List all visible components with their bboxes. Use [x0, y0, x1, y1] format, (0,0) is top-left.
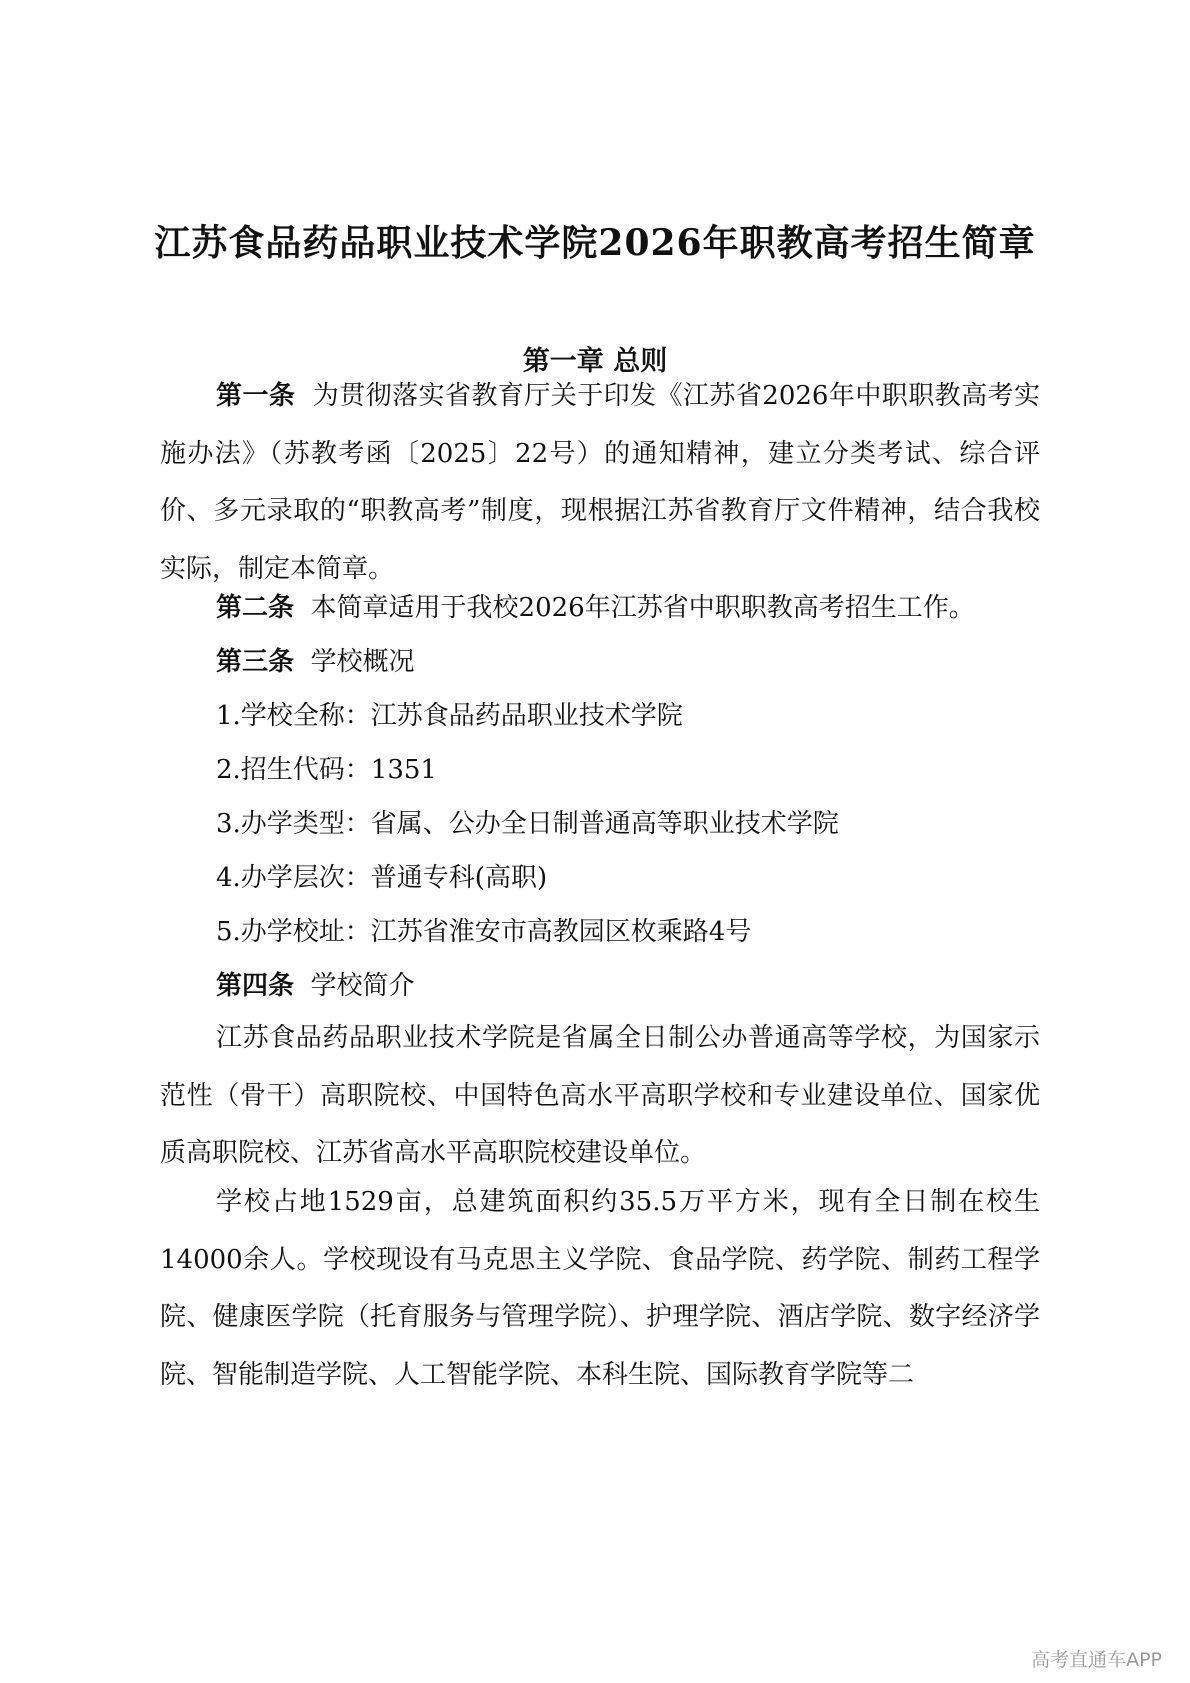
article-3-text: 学校概况	[310, 647, 415, 677]
article-4-label: 第四条	[216, 971, 295, 1001]
app-watermark: 高考直通车APP	[1031, 1649, 1162, 1671]
article-2	[216, 588, 975, 628]
school-info-item: 3.办学类型：省属、公办全日制普通高等职业技术学院	[216, 809, 839, 839]
article-4-text: 学校简介	[310, 971, 415, 1001]
intro-paragraph-2: 学校占地1529亩，总建筑面积约35.5万平方米，现有全日制在校生14000余人。学校现设有马克思主义学院、食品学院、药学院、制药工程学院、健康医学院（托育服务与管理学院）、护理学院、酒店学院、数字经济学院、智能制造学院、人工智能学院、本科生院、国际教育学院等二	[160, 1187, 1040, 1390]
chapter-heading: 第一章 总则	[522, 346, 668, 377]
article-2-text: 本简章适用于我校2026年江苏省中职职教高考招生工作。	[310, 593, 975, 623]
school-info-item: 2.招生代码：1351	[216, 755, 437, 785]
school-info-item: 5.办学校址：江苏省淮安市高教园区枚乘路4号	[216, 917, 752, 947]
school-info-item: 1.学校全称：江苏食品药品职业技术学院	[216, 701, 683, 731]
article-3-label: 第三条	[216, 647, 295, 677]
article-1-text: 为贯彻落实省教育厅关于印发《江苏省2026年中职职教高考实施办法》（苏教考函〔2025〕22号）的通知精神，建立分类考试、综合评价、多元录取的“职教高考”制度，现根据江苏省教育厅文件精神，结合我校实际，制定本简章。	[160, 381, 1041, 584]
document-title: 江苏食品药品职业技术学院2026年职教高考招生简章	[154, 222, 1036, 264]
article-3	[216, 642, 415, 682]
article-1-label: 第一条	[216, 381, 296, 411]
article-1	[160, 368, 1040, 598]
intro-paragraph-1: 江苏食品药品职业技术学院是省属全日制公办普通高等学校，为国家示范性（骨干）高职院校、中国特色高水平高职学校和专业建设单位、国家优质高职院校、江苏省高水平高职院校建设单位。	[160, 1023, 1040, 1169]
school-info-item: 4.办学层次：普通专科(高职)	[216, 863, 548, 893]
article-4	[216, 966, 415, 1006]
article-2-label: 第二条	[216, 593, 295, 623]
